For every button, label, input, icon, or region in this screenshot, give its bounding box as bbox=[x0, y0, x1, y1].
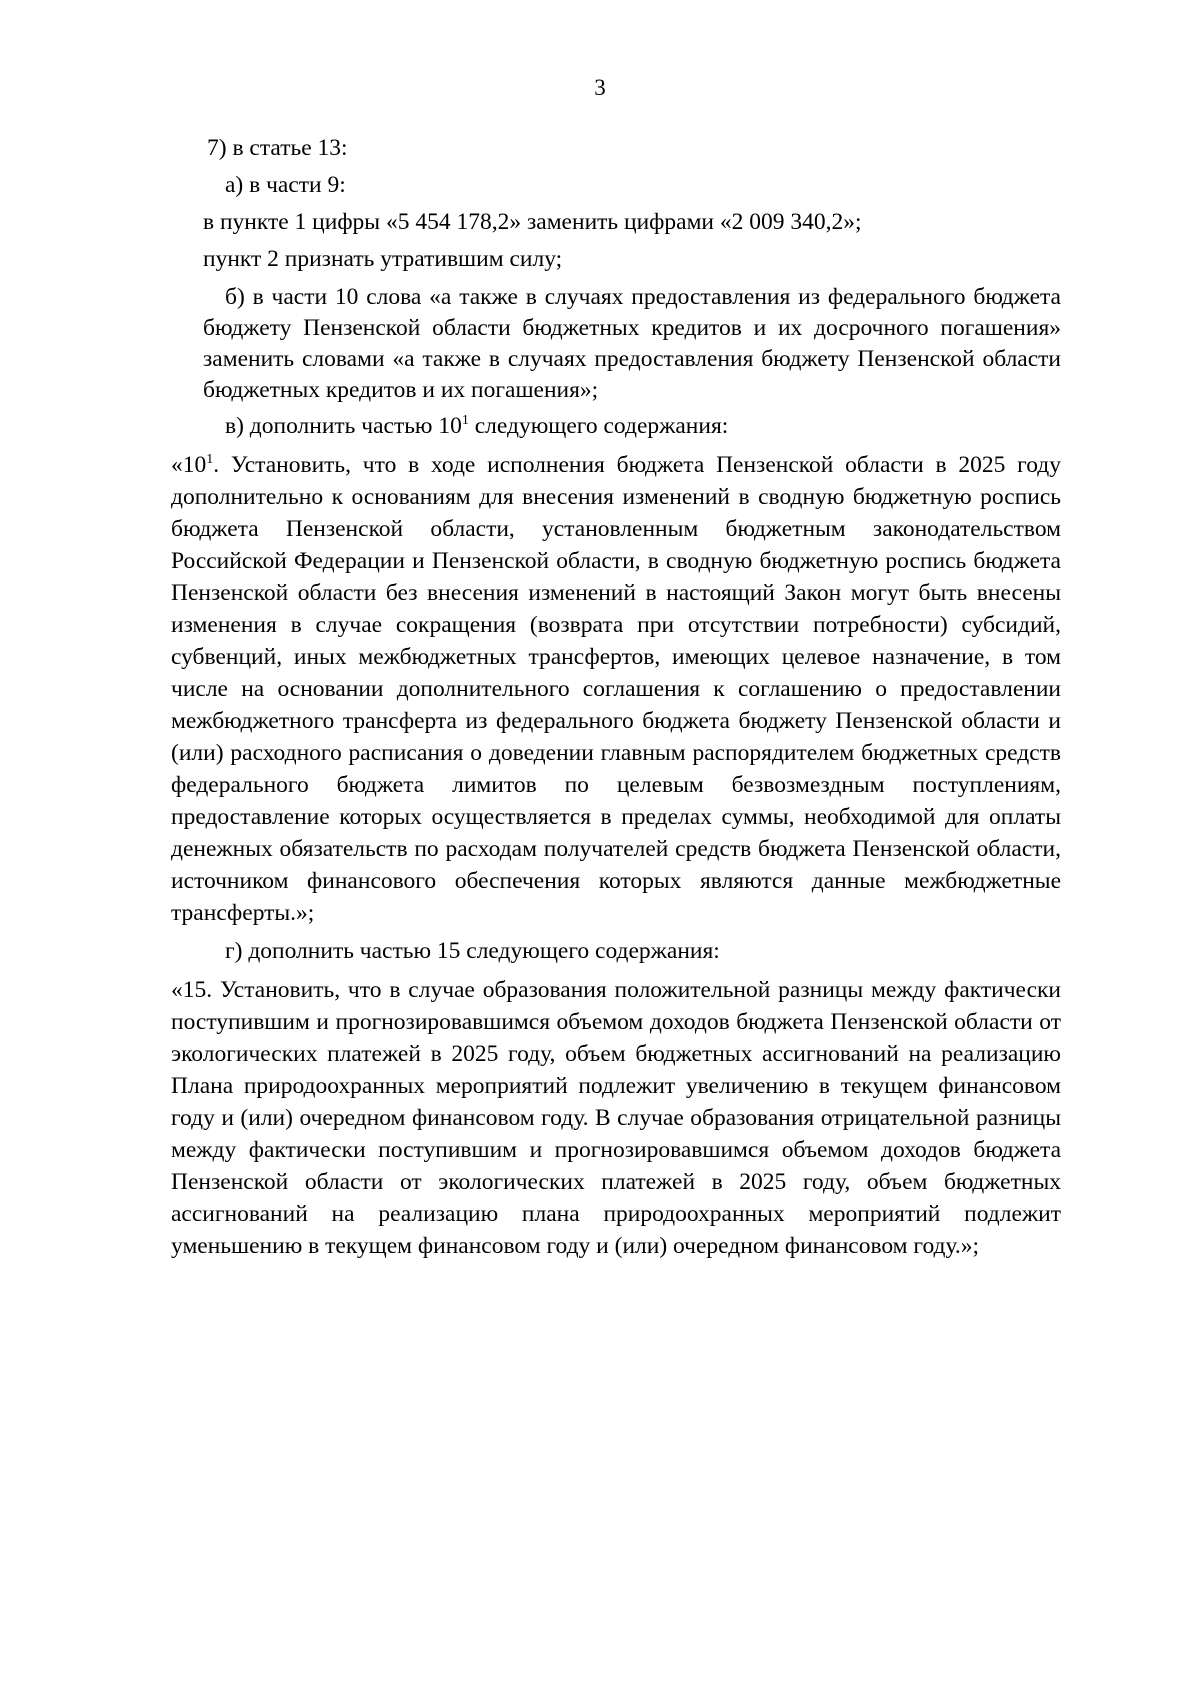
article-10-1-prefix: «10 bbox=[171, 452, 207, 478]
point-2-text: пункт 2 признать утратившим силу; bbox=[203, 246, 563, 272]
part-a-heading: а) в части 9: bbox=[225, 172, 346, 198]
item-7-heading: 7) в статье 13: bbox=[207, 135, 348, 161]
part-v-heading bbox=[171, 410, 1061, 443]
part-v-text-before: в) дополнить частью 10 bbox=[225, 413, 462, 439]
article-10-1-text: . Установить, что в ходе исполнения бюджета Пензенской области в 2025 году дополнительно к основаниям для внесения изменений в сводную бюджетную роспись бюджета Пензенской области, установленным бюджетным законодательством Российской Федерации и Пензенской области, в сводную бюджетную роспись бюджета Пензенской области без внесения изменений в настоящий Закон могут быть внесены изменения в случае сокращения (возврата при отсутствии потребности) субсидий, субвенций, иных межбюджетных трансфертов, имеющих целевое назначение, в том числе на основании дополнительного соглашения к соглашению о предоставлении межбюджетного трансферта из федерального бюджета бюджету Пензенской области и (или) расходного расписания о доведении главным распорядителем бюджетных средств федерального бюджета лимитов по целевым безвозмездным поступлениям, предоставление которых осуществляется в пределах суммы, необходимой для оплаты денежных обязательств по расходам получателей средств бюджета Пензенской области, источником финансового обеспечения которых являются данные межбюджетные трансферты.»; bbox=[171, 452, 1061, 926]
part-v-superscript: 1 bbox=[461, 413, 469, 429]
document-body bbox=[171, 132, 1061, 1262]
article-10-1-superscript: 1 bbox=[206, 452, 214, 468]
point-1-text: в пункте 1 цифры «5 454 178,2» заменить цифрами «2 009 340,2»; bbox=[203, 209, 862, 235]
article-10-1-paragraph bbox=[171, 449, 1061, 929]
part-b-paragraph: б) в части 10 слова «а также в случаях предоставления из федерального бюджета бюджету Пензенской области бюджетных кредитов и их досрочного погашения» заменить словами «а также в случаях предоставления бюджету Пензенской области бюджетных кредитов и их погашения»; bbox=[203, 284, 1061, 403]
part-g-heading: г) дополнить частью 15 следующего содержания: bbox=[225, 938, 720, 964]
part-v-text-after: следующего содержания: bbox=[468, 413, 729, 439]
page-number: 3 bbox=[594, 75, 606, 100]
article-15-paragraph: «15. Установить, что в случае образования положительной разницы между фактически поступившим и прогнозировавшимся объемом доходов бюджета Пензенской области от экологических платежей в 2025 году, объем бюджетных ассигнований на реализацию Плана природоохранных мероприятий подлежит увеличению в текущем финансовом году и (или) очередном финансовом году. В случае образования отрицательной разницы между фактически поступившим и прогнозировавшимся объемом доходов бюджета Пензенской области от экологических платежей в 2025 году, объем бюджетных ассигнований на реализацию плана природоохранных мероприятий подлежит уменьшению в текущем финансовом году и (или) очередном финансовом году.»; bbox=[171, 977, 1061, 1259]
